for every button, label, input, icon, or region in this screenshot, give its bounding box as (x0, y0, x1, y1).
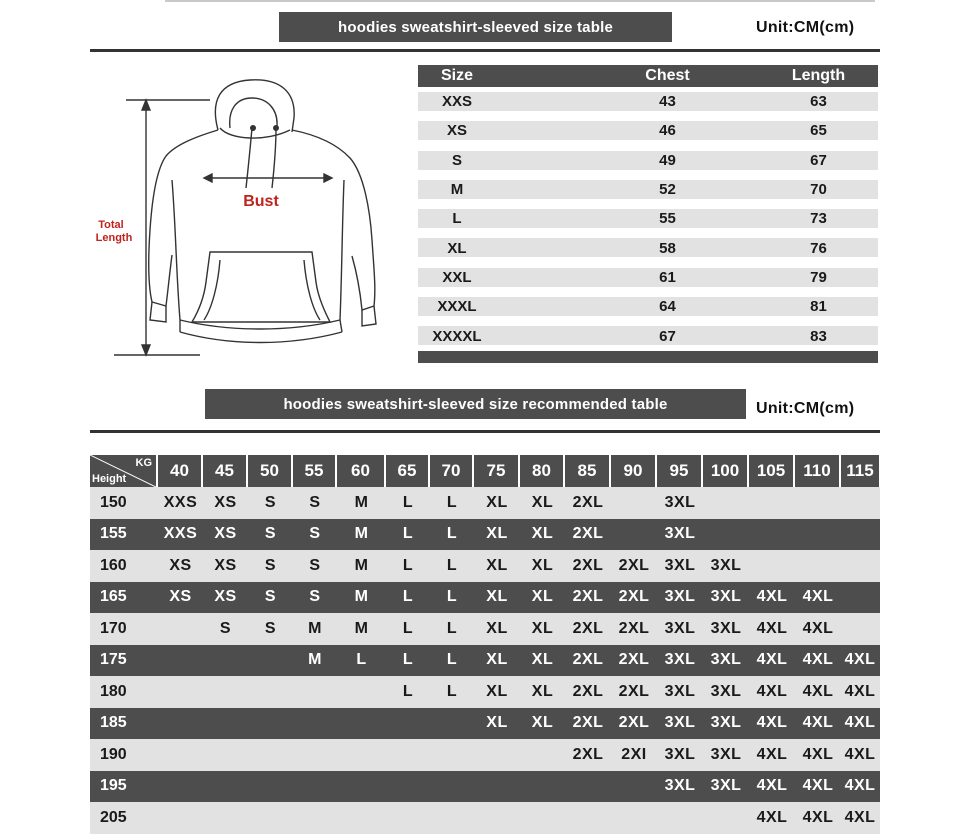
size-recommend-cell: S (264, 619, 277, 637)
size-recommend-cell: 3XL (710, 588, 742, 606)
size-recommend-cell: L (402, 493, 414, 511)
size-recommend-cell: 2XL (618, 682, 650, 700)
header-length: Length (791, 67, 846, 84)
header-chest: Chest (645, 67, 690, 84)
size-recommend-cell: M (354, 525, 369, 543)
size-recommend-cell: 2XL (572, 588, 604, 606)
size-recommend-cell: XS (214, 525, 237, 543)
size-recommend-cell: 4XL (756, 619, 788, 637)
length-cell: 63 (810, 93, 827, 111)
weight-header-cell: 70 (430, 455, 472, 487)
length-cell: 65 (810, 122, 827, 140)
size-recommend-cell: 2XL (572, 745, 604, 763)
size-cell: XXXXL (432, 327, 482, 345)
size-recommend-cell: S (309, 588, 321, 606)
length-cell: 73 (810, 210, 827, 228)
size-recommend-cell: 3XL (664, 745, 696, 763)
size-recommend-cell: XL (531, 714, 554, 732)
chest-cell: 55 (659, 210, 676, 228)
size-recommend-cell: 4XL (844, 682, 876, 700)
top-divider (165, 0, 875, 2)
size-table-row (418, 87, 878, 116)
size-recommend-cell: 2XL (618, 588, 650, 606)
recommend-row (90, 802, 880, 834)
weight-header-cell: 110 (795, 455, 839, 487)
size-recommend-cell: S (264, 556, 277, 574)
size-recommend-cell: L (402, 619, 414, 637)
size-recommend-cell: 2XL (572, 556, 604, 574)
size-recommend-cell: S (309, 556, 321, 574)
size-table-header (418, 65, 878, 87)
size-table-unit: Unit:CM(cm) (756, 19, 855, 36)
chest-cell: 49 (659, 151, 676, 169)
size-recommend-cell: XL (531, 588, 554, 606)
size-recommend-cell: 2XL (618, 714, 650, 732)
size-recommend-cell: 3XL (664, 714, 696, 732)
recommend-row (90, 613, 880, 645)
size-recommend-cell: XL (486, 556, 508, 574)
size-recommend-cell: 2XL (618, 619, 650, 637)
weight-header-cell: 55 (293, 455, 335, 487)
size-recommend-cell: 4XL (802, 808, 834, 826)
size-recommend-cell: 4XL (756, 651, 788, 669)
size-table-row (418, 233, 878, 262)
chest-cell: 64 (659, 298, 676, 316)
size-recommend-cell: 2XI (621, 745, 647, 763)
size-recommend-cell: XL (531, 493, 554, 511)
size-recommend-cell: S (309, 525, 321, 543)
chest-cell: 67 (659, 327, 676, 345)
size-table-row (418, 204, 878, 233)
size-recommend-cell: 4XL (844, 651, 876, 669)
size-recommend-cell: L (356, 651, 367, 669)
recommend-row (90, 739, 880, 771)
size-table-row (418, 116, 878, 145)
size-recommend-cell: L (446, 588, 458, 606)
size-table-title: hoodies sweatshirt-sleeved size table (279, 12, 672, 42)
size-recommend-cell: XL (486, 525, 508, 543)
size-recommend-cell: 3XL (710, 556, 742, 574)
size-recommend-cell: 4XL (802, 588, 834, 606)
size-cell: S (451, 151, 462, 169)
size-recommend-cell: 2XL (572, 525, 604, 543)
size-recommend-cell: 3XL (710, 745, 742, 763)
size-recommend-cell: XS (169, 556, 192, 574)
size-cell: M (450, 181, 464, 199)
size-recommend-cell: M (354, 556, 369, 574)
size-recommend-cell: 4XL (802, 777, 834, 795)
size-recommend-cell: 3XL (710, 714, 742, 732)
size-cell: XXS (441, 93, 472, 111)
weight-header-cell: 105 (749, 455, 793, 487)
size-recommend-cell: XL (486, 682, 508, 700)
height-cell: 190 (100, 745, 127, 763)
chest-cell: 46 (659, 122, 676, 140)
size-recommend-cell: XXS (163, 493, 198, 511)
size-cell: XL (447, 239, 467, 257)
size-recommend-cell: L (446, 493, 458, 511)
size-recommend-cell: 4XL (756, 682, 788, 700)
size-recommend-cell: L (446, 651, 458, 669)
height-cell: 150 (100, 493, 127, 511)
chest-cell: 61 (659, 268, 676, 286)
size-recommend-cell: L (446, 556, 458, 574)
corner-cell (90, 455, 156, 487)
height-cell: 205 (100, 808, 127, 826)
total-length-label-1: Total (98, 219, 124, 231)
length-cell: 81 (810, 298, 827, 316)
size-recommend-cell: 3XL (664, 777, 696, 795)
size-recommend-cell: XL (531, 525, 554, 543)
hoodie-diagram (80, 70, 410, 370)
weight-header-cell: 115 (841, 455, 879, 487)
size-recommend-cell: 2XL (618, 651, 650, 669)
size-recommend-cell: XL (486, 714, 508, 732)
size-recommend-cell: XL (486, 493, 508, 511)
recommend-row (90, 487, 880, 519)
size-recommend-cell: XL (531, 556, 554, 574)
size-table-row (418, 175, 878, 204)
height-cell: 155 (100, 525, 127, 543)
recommend-row (90, 645, 880, 677)
size-recommend-cell: L (446, 525, 458, 543)
size-recommend-cell: 3XL (664, 651, 696, 669)
size-recommend-cell: 3XL (664, 493, 696, 511)
size-cell: XS (446, 122, 467, 140)
size-recommend-cell: 4XL (802, 651, 834, 669)
size-recommend-cell: M (308, 651, 322, 669)
weight-header-cell: 50 (248, 455, 291, 487)
size-recommend-cell: 4XL (756, 777, 788, 795)
size-recommend-cell: M (308, 619, 322, 637)
size-recommend-cell: XS (169, 588, 192, 606)
weight-header-cell: 60 (337, 455, 384, 487)
size-recommend-cell: L (446, 682, 458, 700)
recommend-table-title: hoodies sweatshirt-sleeved size recommended table (205, 389, 746, 419)
size-table-row (418, 292, 878, 321)
size-recommend-cell: 4XL (756, 588, 788, 606)
size-recommend-cell: 2XL (572, 714, 604, 732)
size-recommend-cell: S (309, 493, 321, 511)
size-recommend-cell: 4XL (756, 808, 788, 826)
recommend-row (90, 550, 880, 582)
size-recommend-cell: 3XL (710, 651, 742, 669)
recommend-table-unit: Unit:CM(cm) (756, 400, 855, 417)
size-cell: XXXL (437, 298, 477, 316)
size-table-row (418, 263, 878, 292)
size-recommend-cell: 4XL (802, 745, 834, 763)
length-cell: 76 (810, 239, 827, 257)
size-recommend-cell: XS (214, 588, 237, 606)
size-recommend-cell: 2XL (572, 619, 604, 637)
height-cell: 160 (100, 556, 127, 574)
header-size: Size (440, 67, 473, 84)
size-recommend-cell: L (402, 556, 414, 574)
size-recommend-cell: S (219, 619, 232, 637)
chest-cell: 43 (659, 93, 676, 111)
weight-header-cell: 75 (474, 455, 518, 487)
weight-header-cell: 100 (703, 455, 747, 487)
size-recommend-cell: 4XL (802, 682, 834, 700)
size-recommend-cell: XXS (163, 525, 198, 543)
recommend-row (90, 519, 880, 551)
weight-header-cell: 65 (386, 455, 428, 487)
size-recommend-cell: 3XL (664, 525, 696, 543)
size-recommend-cell: XL (486, 651, 508, 669)
size-recommend-cell: XL (486, 588, 508, 606)
size-recommend-cell: 4XL (802, 619, 834, 637)
size-cell: XXL (442, 268, 472, 286)
recommend-table-body (90, 487, 880, 834)
chest-cell: 52 (659, 181, 676, 199)
size-table-body (418, 87, 878, 351)
size-recommend-cell: 3XL (710, 777, 742, 795)
size-recommend-cell: M (354, 619, 369, 637)
size-recommend-cell: 2XL (572, 651, 604, 669)
height-cell: 185 (100, 714, 127, 732)
size-recommend-cell: L (402, 525, 414, 543)
size-recommend-cell: 4XL (844, 808, 876, 826)
corner-kg-label: KG (135, 457, 152, 469)
size-recommend-cell: XS (214, 493, 237, 511)
size-recommend-cell: 3XL (710, 682, 742, 700)
length-cell: 79 (810, 268, 827, 286)
size-recommend-cell: L (402, 651, 414, 669)
size-recommend-cell: L (402, 588, 414, 606)
size-recommend-cell: 2XL (618, 556, 650, 574)
size-recommend-cell: 3XL (664, 682, 696, 700)
size-table-row (418, 146, 878, 175)
section-divider-2 (90, 430, 880, 433)
section-divider-1 (90, 49, 880, 52)
size-recommend-cell: 2XL (572, 493, 604, 511)
size-table-footer-bar (418, 351, 878, 363)
total-length-label-2: Length (95, 232, 133, 244)
recommend-table (90, 455, 880, 834)
height-cell: 170 (100, 619, 127, 637)
size-recommend-cell: L (402, 682, 414, 700)
size-recommend-cell: 3XL (664, 619, 696, 637)
size-recommend-cell: M (354, 588, 369, 606)
recommend-row (90, 708, 880, 740)
weight-header-cell: 40 (158, 455, 201, 487)
size-recommend-cell: 3XL (664, 556, 696, 574)
size-recommend-cell: 3XL (710, 619, 742, 637)
height-cell: 180 (100, 682, 127, 700)
size-recommend-cell: 4XL (802, 714, 834, 732)
corner-height-label: Height (92, 473, 127, 485)
height-cell: 165 (100, 588, 127, 606)
size-recommend-cell: 4XL (844, 777, 876, 795)
size-table (418, 65, 878, 363)
weight-header-cell: 80 (520, 455, 563, 487)
weight-header-cell: 85 (565, 455, 609, 487)
size-recommend-cell: M (354, 493, 369, 511)
size-recommend-cell: 4XL (756, 745, 788, 763)
bust-label: Bust (243, 193, 279, 210)
length-cell: 83 (810, 327, 827, 345)
weight-header-cell: 95 (657, 455, 701, 487)
weight-header-cell: 90 (611, 455, 655, 487)
chest-cell: 58 (659, 239, 676, 257)
size-recommend-cell: 4XL (756, 714, 788, 732)
size-recommend-cell: XL (531, 682, 554, 700)
size-cell: L (452, 210, 462, 228)
length-cell: 70 (810, 181, 827, 199)
size-recommend-cell: 3XL (664, 588, 696, 606)
length-cell: 67 (810, 151, 827, 169)
size-recommend-cell: XL (531, 619, 554, 637)
size-recommend-cell: 4XL (844, 714, 876, 732)
recommend-table-header (90, 455, 880, 487)
recommend-row (90, 582, 880, 614)
size-recommend-cell: XL (486, 619, 508, 637)
size-table-row (418, 321, 878, 350)
size-recommend-cell: XL (531, 651, 554, 669)
height-cell: 175 (100, 651, 127, 669)
size-recommend-cell: L (446, 619, 458, 637)
size-recommend-cell: S (264, 525, 277, 543)
recommend-row (90, 771, 880, 803)
height-cell: 195 (100, 777, 127, 795)
recommend-row (90, 676, 880, 708)
size-recommend-cell: 4XL (844, 745, 876, 763)
size-recommend-cell: XS (214, 556, 237, 574)
weight-header-cell: 45 (203, 455, 246, 487)
size-recommend-cell: 2XL (572, 682, 604, 700)
size-recommend-cell: S (264, 588, 277, 606)
size-recommend-cell: S (264, 493, 277, 511)
